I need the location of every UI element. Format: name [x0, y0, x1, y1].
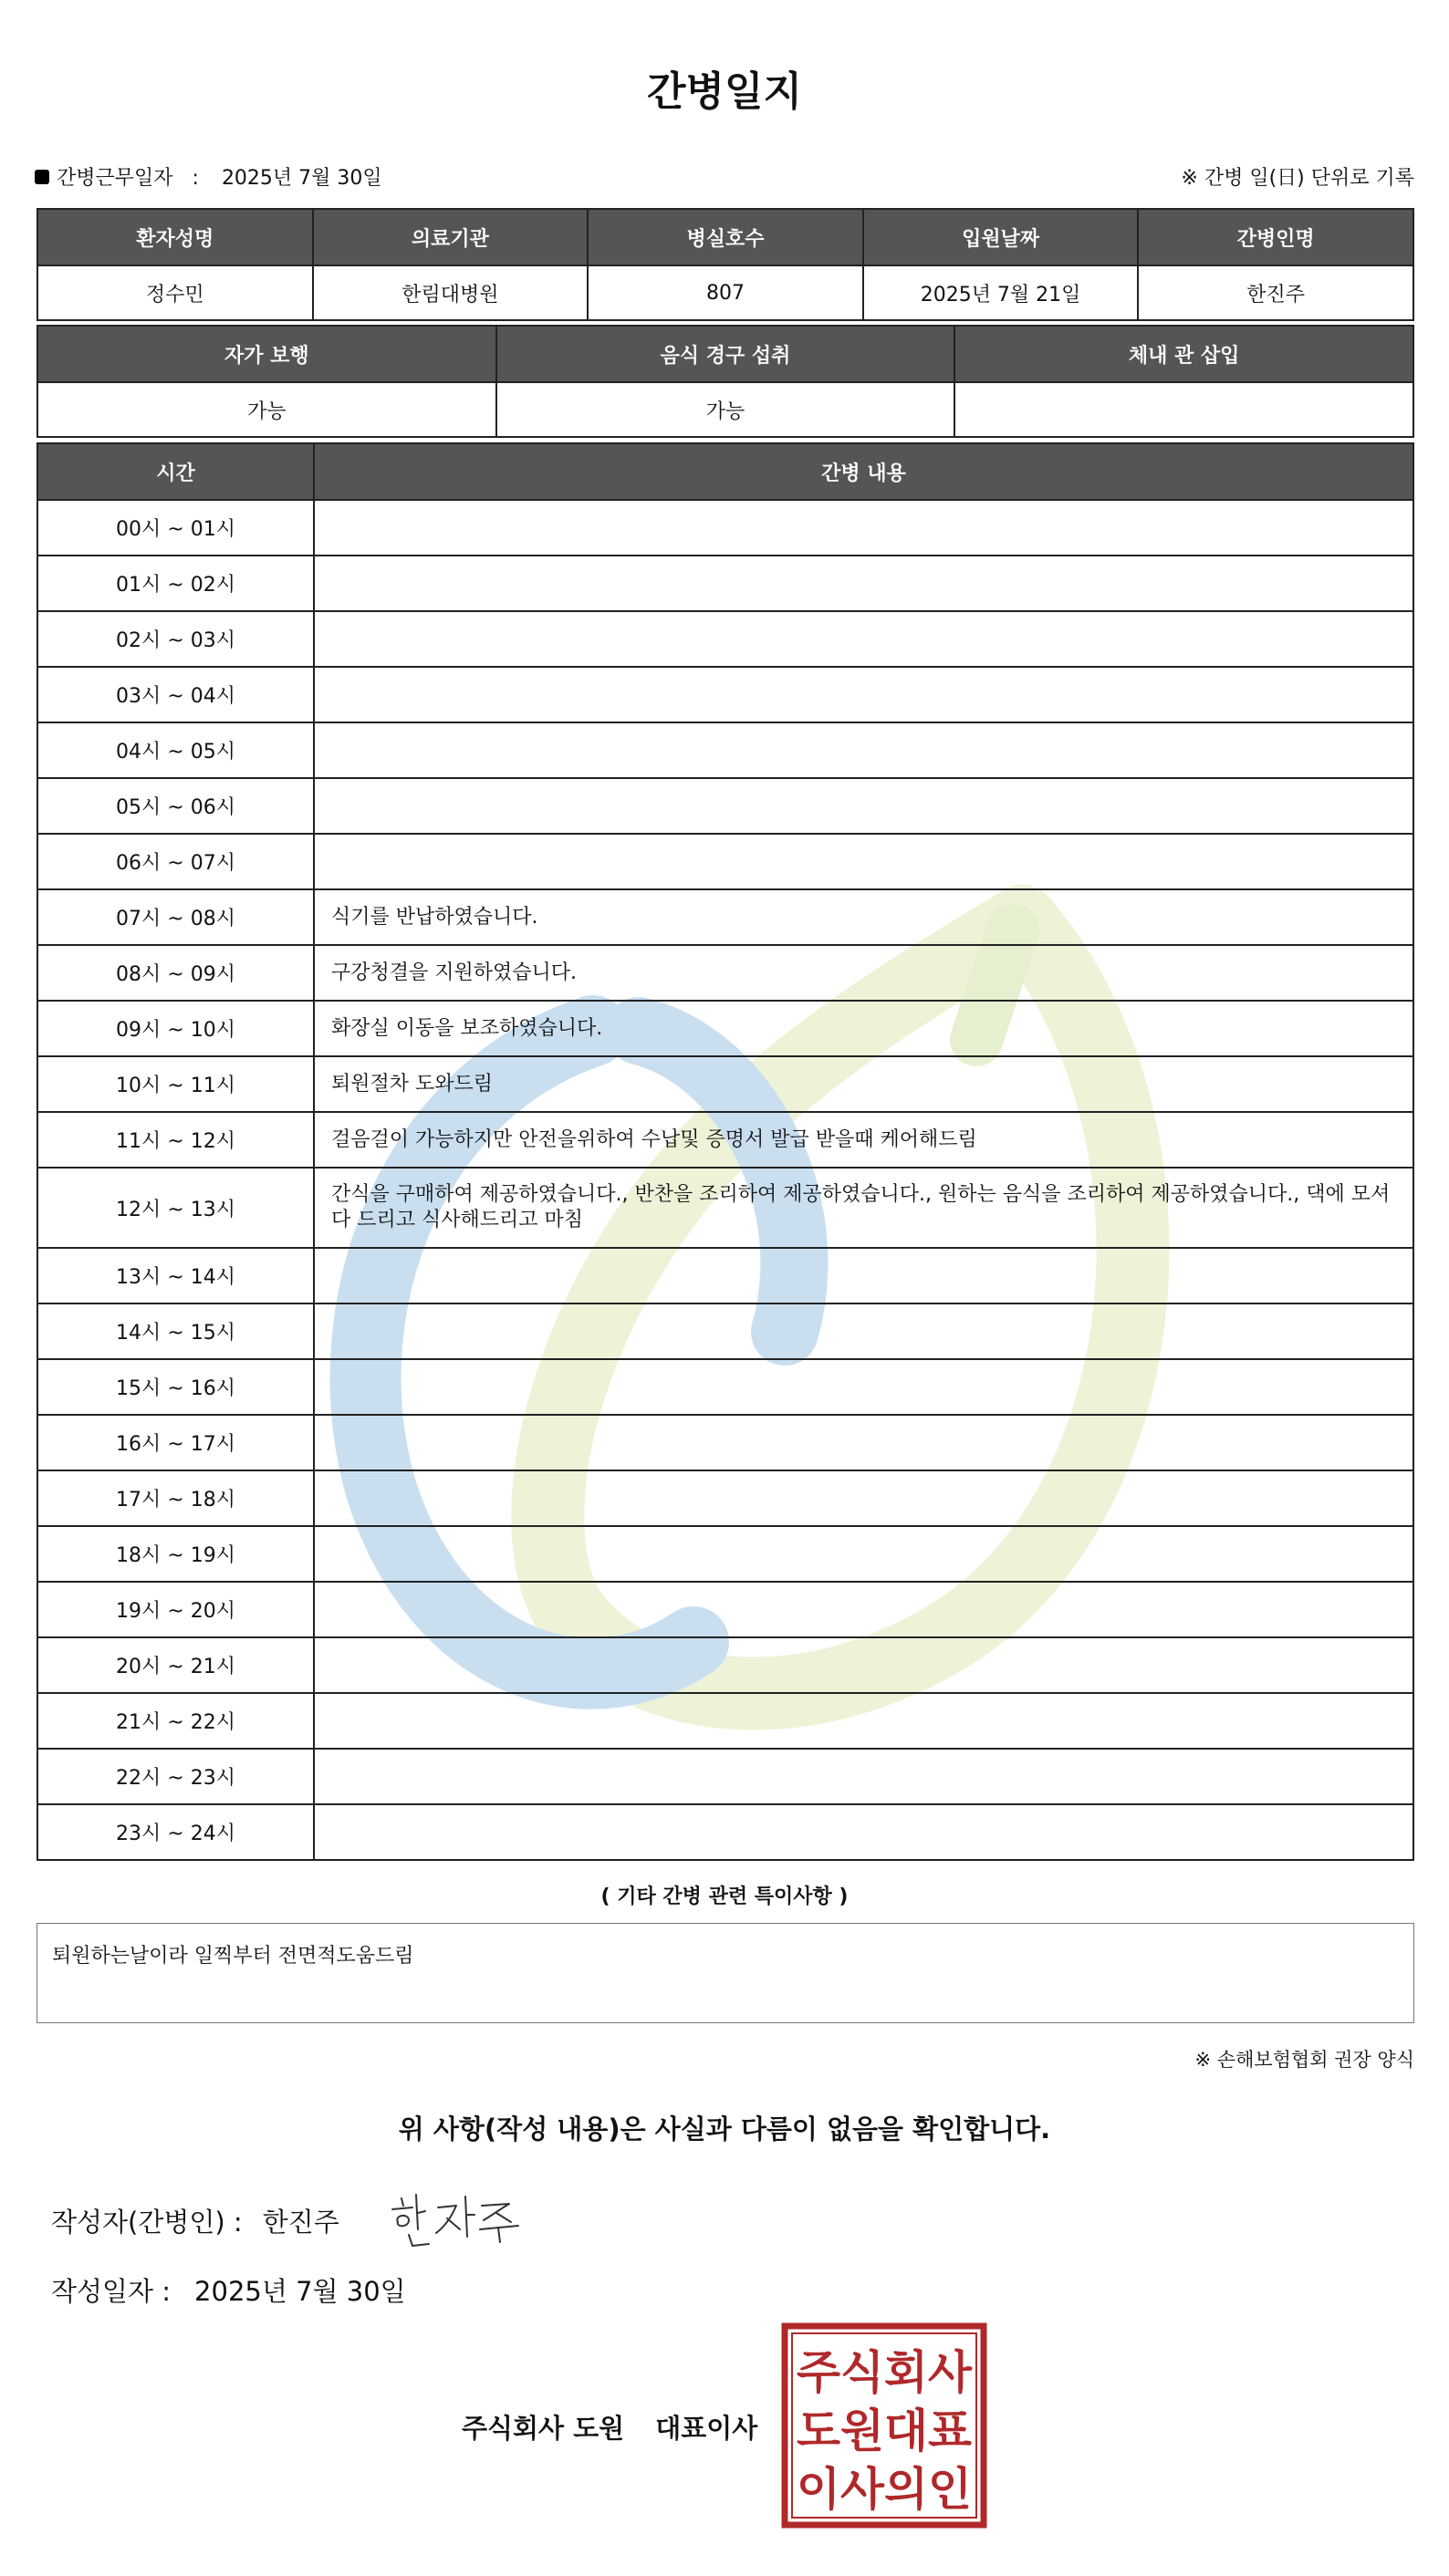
table-header-row	[37, 326, 1413, 382]
time-slot: 23시 ~ 24시	[37, 1804, 314, 1860]
special-notes-heading: ( 기타 간병 관련 특이사항 )	[600, 1885, 849, 1908]
time-slot: 10시 ~ 11시	[37, 1056, 314, 1112]
care-note	[314, 834, 1413, 889]
patient-condition-table	[36, 325, 1414, 438]
table-header-row	[37, 443, 1413, 500]
table-row	[37, 1359, 1413, 1415]
bullet-icon	[35, 170, 49, 184]
header-admission-date: 입원날짜	[863, 209, 1139, 265]
time-slot: 01시 ~ 02시	[37, 556, 314, 611]
special-notes-text: 퇴원하는날이라 일찍부터 전면적도움드림	[52, 1945, 414, 1968]
caregiver-name: 한진주	[1138, 265, 1413, 320]
special-notes-box	[36, 1923, 1414, 2023]
header-caregiver: 간병인명	[1138, 209, 1413, 265]
table-row	[37, 1304, 1413, 1359]
table-row	[37, 1168, 1413, 1248]
header-room: 병실호수	[588, 209, 863, 265]
table-row	[37, 889, 1413, 945]
table-row	[37, 1248, 1413, 1304]
meta-row	[35, 162, 1414, 195]
write-date-label: 작성일자 :	[51, 2276, 172, 2307]
table-row	[37, 1637, 1413, 1693]
company-seal-stamp	[781, 2322, 987, 2529]
table-row	[37, 265, 1413, 320]
table-row	[37, 556, 1413, 611]
care-note	[314, 1749, 1413, 1804]
write-date-line	[51, 2273, 406, 2310]
patient-info-table	[36, 208, 1414, 321]
care-note	[314, 1526, 1413, 1582]
table-row	[37, 1056, 1413, 1112]
table-row	[37, 1582, 1413, 1637]
patient-name: 정수민	[37, 265, 313, 320]
table-row	[37, 1001, 1413, 1056]
table-row	[37, 382, 1413, 437]
work-date	[35, 162, 382, 195]
time-slot: 20시 ~ 21시	[37, 1637, 314, 1693]
care-note	[314, 778, 1413, 834]
time-slot: 03시 ~ 04시	[37, 667, 314, 722]
work-date-label: 간병근무일자	[57, 167, 173, 190]
time-slot: 02시 ~ 03시	[37, 611, 314, 667]
time-slot: 06시 ~ 07시	[37, 834, 314, 889]
company-representative: 대표이사	[655, 2413, 758, 2444]
time-slot: 16시 ~ 17시	[37, 1415, 314, 1470]
table-row	[37, 834, 1413, 889]
care-note	[314, 1582, 1413, 1637]
admission-date: 2025년 7월 21일	[863, 265, 1139, 320]
header-hospital: 의료기관	[313, 209, 589, 265]
time-slot: 07시 ~ 08시	[37, 889, 314, 945]
time-slot: 12시 ~ 13시	[37, 1168, 314, 1248]
oral-intake-value: 가능	[496, 382, 955, 437]
care-note: 간식을 구매하여 제공하였습니다., 반찬을 조리하여 제공하였습니다., 원하는 음식을 조리하여 제공하였습니다., 댁에 모셔다 드리고 식사해드리고 마침	[314, 1168, 1413, 1248]
care-note	[314, 722, 1413, 778]
care-note	[314, 1304, 1413, 1359]
time-slot: 09시 ~ 10시	[37, 1001, 314, 1056]
company-line	[462, 2408, 757, 2448]
care-note	[314, 1359, 1413, 1415]
header-patient-name: 환자성명	[37, 209, 313, 265]
recommend-note: ※ 손해보험협회 권장 양식	[1194, 2049, 1414, 2071]
time-slot: 05시 ~ 06시	[37, 778, 314, 834]
hourly-care-log-table	[36, 442, 1414, 1861]
unit-note: ※ 간병 일(日) 단위로 기록	[1181, 167, 1414, 190]
time-slot: 08시 ~ 09시	[37, 945, 314, 1001]
table-row	[37, 1526, 1413, 1582]
table-row	[37, 1749, 1413, 1804]
care-note	[314, 611, 1413, 667]
time-slot: 13시 ~ 14시	[37, 1248, 314, 1304]
care-note	[314, 1470, 1413, 1526]
document-title: 간병일지	[646, 68, 802, 115]
time-slot: 00시 ~ 01시	[37, 500, 314, 556]
care-note	[314, 667, 1413, 722]
writer-line	[51, 2204, 339, 2240]
header-tube-insertion: 체내 관 삽입	[954, 326, 1413, 382]
table-header-row	[37, 209, 1413, 265]
care-note: 구강청결을 지원하였습니다.	[314, 945, 1413, 1001]
header-time: 시간	[37, 443, 314, 500]
table-row	[37, 667, 1413, 722]
care-note	[314, 1415, 1413, 1470]
writer-name: 한진주	[262, 2207, 339, 2238]
self-walking-value: 가능	[37, 382, 496, 437]
table-row	[37, 611, 1413, 667]
table-row	[37, 500, 1413, 556]
time-slot: 15시 ~ 16시	[37, 1359, 314, 1415]
work-date-separator: :	[192, 167, 199, 190]
tube-insertion-value	[954, 382, 1413, 437]
care-note: 걸음걸이 가능하지만 안전을위하여 수납및 증명서 발급 받을때 케어해드림	[314, 1112, 1413, 1168]
care-note: 식기를 반납하였습니다.	[314, 889, 1413, 945]
seal-line-3: 이사의인	[797, 2463, 972, 2516]
table-row	[37, 1470, 1413, 1526]
table-row	[37, 722, 1413, 778]
time-slot: 14시 ~ 15시	[37, 1304, 314, 1359]
time-slot: 11시 ~ 12시	[37, 1112, 314, 1168]
seal-line-2: 도원대표	[797, 2405, 973, 2457]
handwritten-signature	[381, 2182, 527, 2255]
care-note	[314, 500, 1413, 556]
hospital-name: 한림대병원	[313, 265, 589, 320]
confirmation-statement: 위 사항(작성 내용)은 사실과 다름이 없음을 확인합니다.	[398, 2114, 1051, 2145]
care-note	[314, 1637, 1413, 1693]
table-row	[37, 1804, 1413, 1860]
care-note	[314, 556, 1413, 611]
seal-line-1: 주식회사	[797, 2346, 973, 2399]
care-note: 퇴원절차 도와드림	[314, 1056, 1413, 1112]
table-row	[37, 1415, 1413, 1470]
header-care-content: 간병 내용	[314, 443, 1413, 500]
header-self-walking: 자가 보행	[37, 326, 496, 382]
work-date-value: 2025년 7월 30일	[221, 167, 382, 190]
table-row	[37, 1693, 1413, 1749]
table-row	[37, 1112, 1413, 1168]
care-note	[314, 1248, 1413, 1304]
time-slot: 17시 ~ 18시	[37, 1470, 314, 1526]
time-slot: 04시 ~ 05시	[37, 722, 314, 778]
care-note	[314, 1804, 1413, 1860]
care-note: 화장실 이동을 보조하였습니다.	[314, 1001, 1413, 1056]
header-oral-intake: 음식 경구 섭취	[496, 326, 955, 382]
write-date-value: 2025년 7월 30일	[194, 2276, 406, 2307]
time-slot: 21시 ~ 22시	[37, 1693, 314, 1749]
company-name: 주식회사 도원	[462, 2413, 625, 2444]
writer-label: 작성자(간병인) :	[51, 2207, 243, 2238]
care-note	[314, 1693, 1413, 1749]
table-row	[37, 778, 1413, 834]
time-slot: 18시 ~ 19시	[37, 1526, 314, 1582]
room-number: 807	[588, 265, 863, 320]
table-row	[37, 945, 1413, 1001]
time-slot: 19시 ~ 20시	[37, 1582, 314, 1637]
time-slot: 22시 ~ 23시	[37, 1749, 314, 1804]
